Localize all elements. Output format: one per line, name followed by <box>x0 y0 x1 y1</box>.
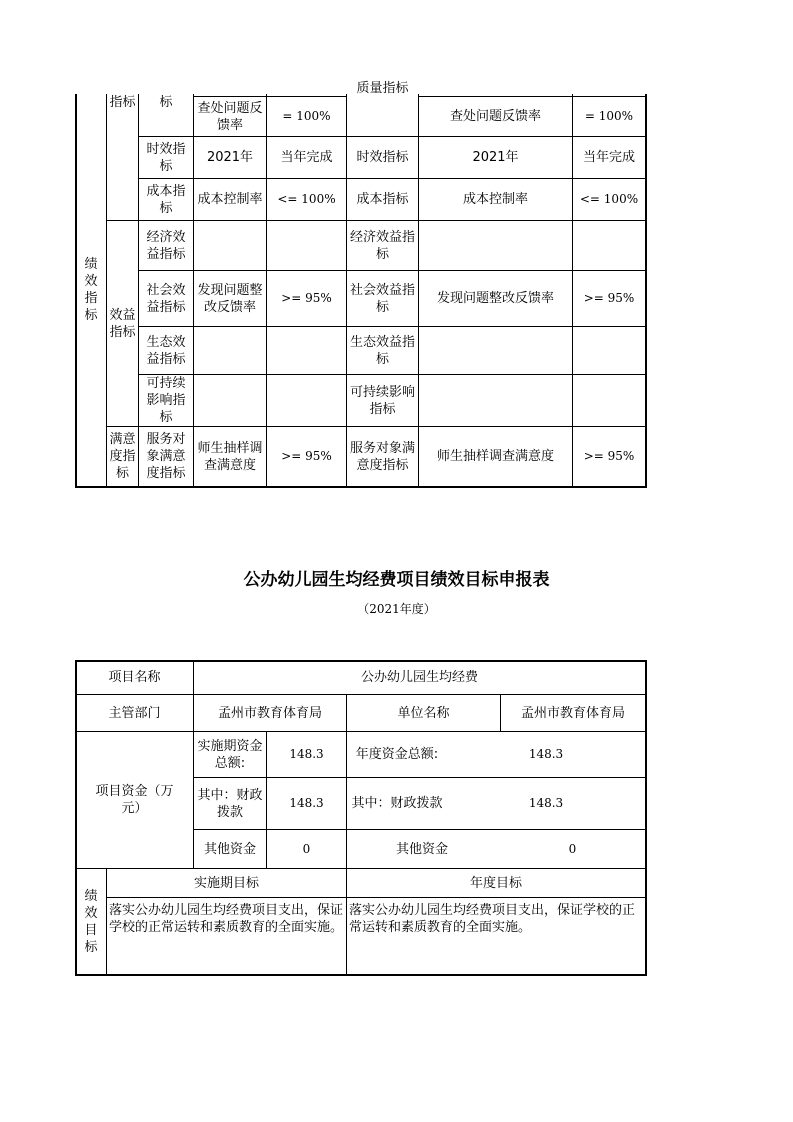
service-satisfaction-label: 服务对象满意度指标 <box>146 432 186 481</box>
dept-value: 孟州市教育体育局 <box>217 705 322 721</box>
quality-indicator-fragment: 标 <box>159 95 173 110</box>
sustainable-impact-label-annual: 可持续影响指标 <box>349 384 415 417</box>
indicator-name: 2021年 <box>206 150 254 165</box>
indicator-value-annual: <= 100% <box>579 192 639 206</box>
fiscal-funds-value-annual: 148.3 <box>528 796 564 810</box>
unit-label: 单位名称 <box>397 705 450 721</box>
fiscal-funds-label-annual: 其中：财政拨款 <box>351 796 443 811</box>
timeliness-indicator-label: 时效指标 <box>146 141 186 174</box>
indicator-value: >= 95% <box>281 449 332 463</box>
page-subtitle: （2021年度） <box>357 602 436 616</box>
benefit-indicator-group-label: 效益指标 <box>109 307 136 340</box>
cost-indicator-label-annual: 成本指标 <box>356 192 409 207</box>
indicator-name-annual: 2021年 <box>472 150 519 165</box>
page-title: 公办幼儿园生均经费项目绩效目标申报表 <box>243 570 550 590</box>
ecological-benefit-label-annual: 生态效益指标 <box>349 334 415 367</box>
indicator-value: 当年完成 <box>280 150 333 165</box>
dept-label: 主管部门 <box>108 705 161 721</box>
indicator-value-annual: >= 95% <box>583 449 635 463</box>
ecological-benefit-label: 生态效益指标 <box>146 334 186 367</box>
indicator-value-annual: = 100% <box>584 109 634 123</box>
indicator-name-annual: 查处问题反馈率 <box>449 109 541 124</box>
period-goal-text: 落实公办幼儿园生均经费项目支出，保证学校的正常运转和素质教育的全面实施。 <box>109 903 344 935</box>
indicator-name-annual: 成本控制率 <box>462 192 528 207</box>
output-indicator-fragment: 指标 <box>109 95 136 110</box>
satisfaction-group-label: 满意度指标 <box>109 432 136 481</box>
annual-total-funds-label: 年度资金总额: <box>355 747 439 762</box>
indicator-value: >= 95% <box>281 291 332 305</box>
fiscal-funds-label: 其中：财政拨款 <box>197 787 263 820</box>
indicator-name-annual: 发现问题整改反馈率 <box>436 291 554 306</box>
social-benefit-label-annual: 社会效益指标 <box>349 282 415 315</box>
annual-goal-header: 年度目标 <box>469 875 522 891</box>
total-period-funds-label: 实施期资金总额: <box>197 738 263 771</box>
indicator-name: 查处问题反馈率 <box>197 100 263 133</box>
project-name-label: 项目名称 <box>108 670 161 685</box>
cost-indicator-label: 成本指标 <box>146 183 186 216</box>
timeliness-indicator-label-annual: 时效指标 <box>356 150 409 165</box>
fiscal-funds-value: 148.3 <box>289 796 324 810</box>
service-satisfaction-label-annual: 服务对象满意度指标 <box>349 440 415 473</box>
sustainable-impact-label: 可持续影响指标 <box>146 376 186 425</box>
indicator-name-annual: 师生抽样调查满意度 <box>436 449 554 464</box>
economic-benefit-label-annual: 经济效益指标 <box>349 229 415 262</box>
economic-benefit-label: 经济效益指标 <box>146 229 186 262</box>
project-funds-label: 项目资金（万元） <box>95 784 174 816</box>
other-funds-label-annual: 其他资金 <box>395 841 448 857</box>
total-period-funds-value: 148.3 <box>289 747 324 761</box>
unit-value: 孟州市教育体育局 <box>520 705 625 721</box>
indicator-name: 成本控制率 <box>197 192 263 207</box>
other-funds-value: 0 <box>302 841 311 856</box>
quality-indicator-cut-label: 质量指标 <box>356 81 409 96</box>
indicator-name: 发现问题整改反馈率 <box>197 282 263 315</box>
perf-indicator-group-label: 绩效指标 <box>84 257 98 323</box>
performance-goal-label: 绩效目标 <box>84 888 98 955</box>
other-funds-label: 其他资金 <box>203 841 256 857</box>
project-name-value: 公办幼儿园生均经费 <box>360 670 478 685</box>
indicator-value-annual: >= 95% <box>583 291 635 305</box>
social-benefit-label: 社会效益指标 <box>146 282 186 315</box>
annual-goal-text: 落实公办幼儿园生均经费项目支出，保证学校的正常运转和素质教育的全面实施。 <box>349 903 636 935</box>
indicator-value: = 100% <box>282 109 331 123</box>
annual-total-funds-value: 148.3 <box>528 747 564 761</box>
period-goal-header: 实施期目标 <box>193 875 259 891</box>
indicator-value-annual: 当年完成 <box>582 150 635 165</box>
indicator-name: 师生抽样调查满意度 <box>197 440 263 473</box>
indicator-value: <= 100% <box>277 192 336 206</box>
other-funds-value-annual: 0 <box>568 841 577 856</box>
